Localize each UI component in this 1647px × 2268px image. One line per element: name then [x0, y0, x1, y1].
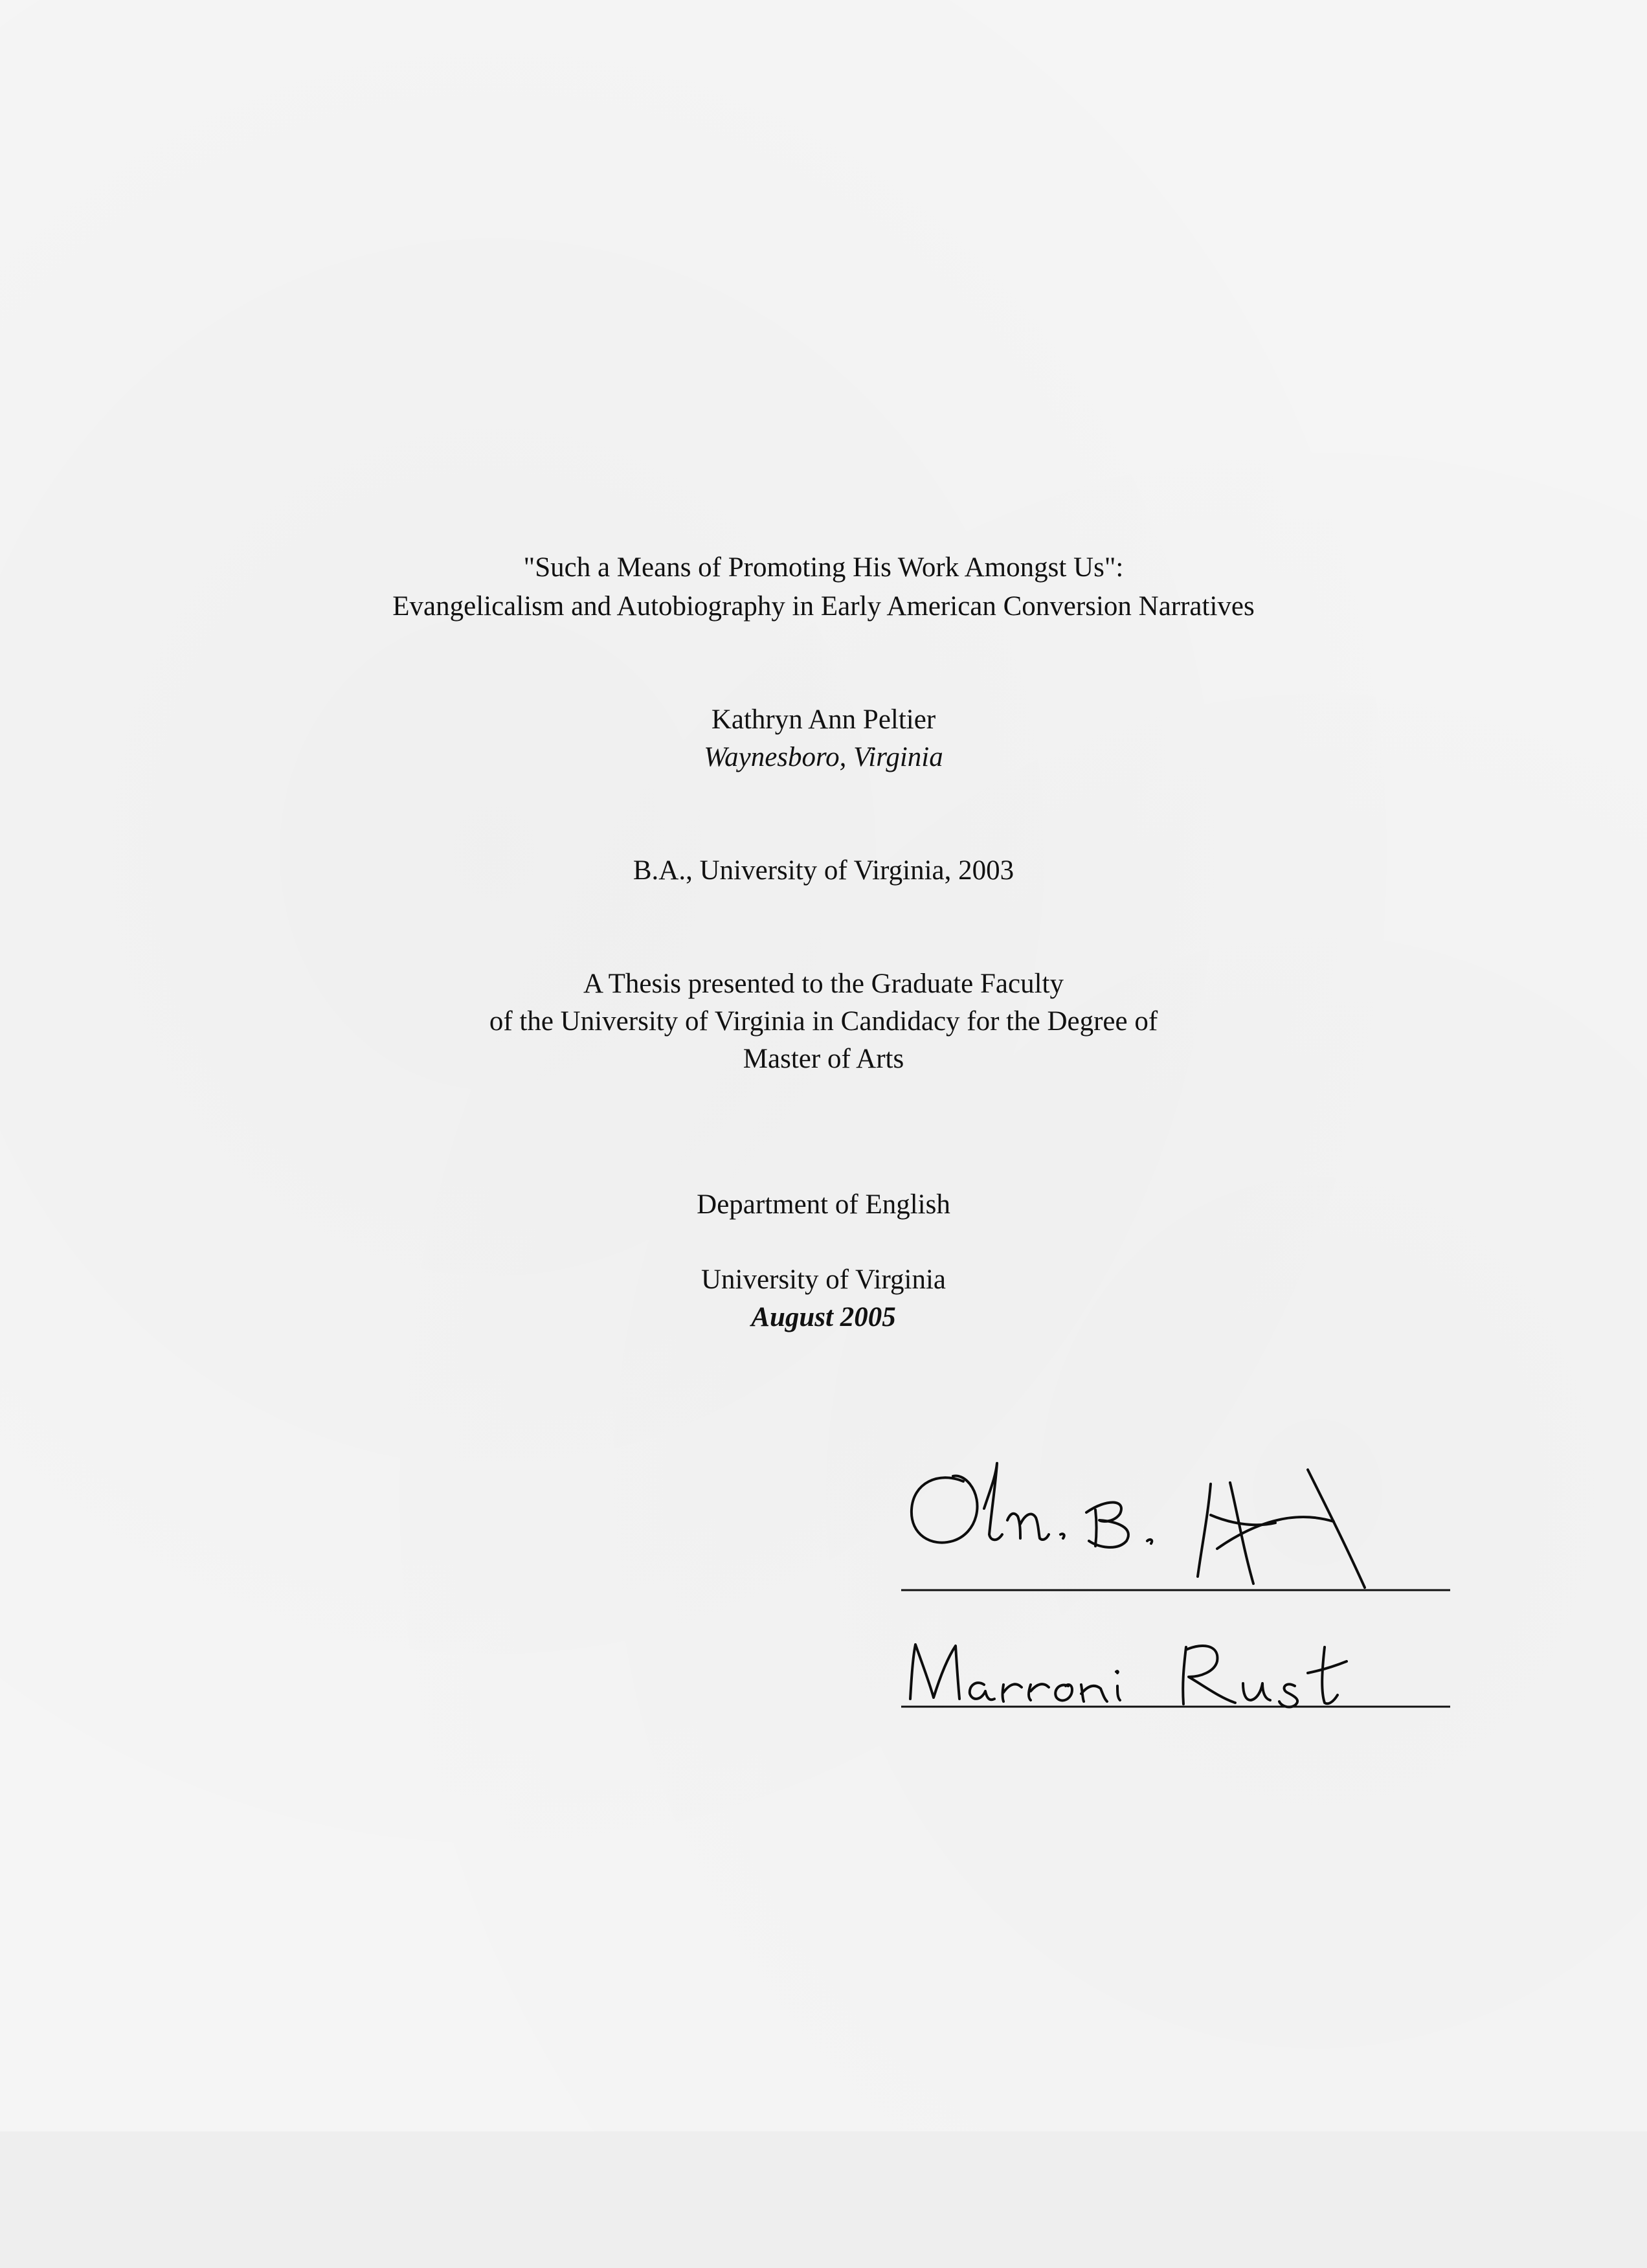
department: Department of English [697, 1189, 950, 1220]
author-hometown: Waynesboro, Virginia [704, 742, 943, 772]
signature-1-handwriting [912, 1463, 1365, 1588]
signature-block [893, 1437, 1463, 1735]
thesis-title-line-2: Evangelicalism and Autobiography in Early American Conversion Narratives [392, 591, 1255, 622]
signature-2-handwriting [910, 1645, 1347, 1707]
submission-date: August 2005 [751, 1302, 896, 1332]
thesis-title-line-1: "Such a Means of Promoting His Work Amongst Us": [523, 552, 1124, 583]
university: University of Virginia [700, 1264, 946, 1295]
thesis-statement-line-3: Master of Arts [743, 1044, 904, 1074]
prior-degree: B.A., University of Virginia, 2003 [633, 855, 1014, 886]
thesis-statement-line-1: A Thesis presented to the Graduate Faculty [583, 969, 1064, 999]
scan-background [0, 2131, 1647, 2268]
thesis-statement-line-2: of the University of Virginia in Candidacy for the Degree of [489, 1006, 1158, 1037]
author-name: Kathryn Ann Peltier [711, 704, 936, 735]
signature-drawings [893, 1437, 1463, 1735]
